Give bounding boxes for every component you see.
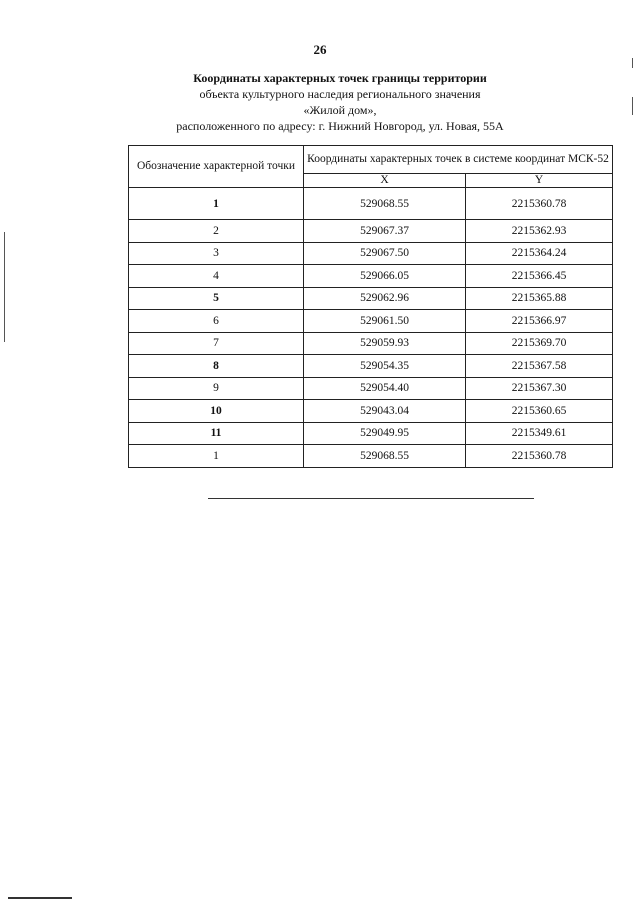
cell-x: 529067.50 — [304, 242, 466, 265]
cell-x: 529043.04 — [304, 400, 466, 423]
table-body — [129, 188, 613, 468]
cell-x: 529059.93 — [304, 332, 466, 355]
table-row — [129, 310, 613, 333]
cell-point: 6 — [129, 310, 304, 333]
cell-x: 529068.55 — [304, 445, 466, 468]
table-row — [129, 332, 613, 355]
cell-y: 2215349.61 — [466, 422, 613, 445]
title-line-2: объекта культурного наследия регионального значения — [199, 87, 481, 101]
end-divider-line — [208, 498, 534, 499]
cell-y: 2215365.88 — [466, 287, 613, 310]
coordinates-table — [128, 145, 613, 468]
cell-point: 1 — [129, 188, 304, 220]
cell-point: 1 — [129, 445, 304, 468]
page-number: 26 — [313, 42, 327, 57]
margin-scan-mark — [4, 232, 5, 342]
cell-y: 2215367.30 — [466, 377, 613, 400]
header-y: Y — [466, 174, 613, 188]
cell-point: 7 — [129, 332, 304, 355]
table-row — [129, 242, 613, 265]
cell-point: 5 — [129, 287, 304, 310]
cell-point: 10 — [129, 400, 304, 423]
cell-x: 529054.35 — [304, 355, 466, 378]
cell-point: 11 — [129, 422, 304, 445]
title-line-1: Координаты характерных точек границы территории — [193, 71, 487, 85]
cell-x: 529061.50 — [304, 310, 466, 333]
header-x: X — [304, 174, 466, 188]
table-row — [129, 422, 613, 445]
cell-point: 3 — [129, 242, 304, 265]
header-point-designation: Обозначение характерной точки — [129, 146, 304, 188]
margin-scan-mark — [632, 97, 633, 115]
cell-x: 529066.05 — [304, 265, 466, 288]
cell-y: 2215364.24 — [466, 242, 613, 265]
cell-x: 529049.95 — [304, 422, 466, 445]
table-row — [129, 377, 613, 400]
header-coordinates: Координаты характерных точек в системе координат МСК-52 — [304, 146, 613, 174]
table-row — [129, 265, 613, 288]
cell-y: 2215367.58 — [466, 355, 613, 378]
footer-line — [8, 897, 72, 899]
cell-point: 9 — [129, 377, 304, 400]
title-line-4: расположенного по адресу: г. Нижний Новгород, ул. Новая, 55А — [176, 119, 504, 133]
cell-y: 2215369.70 — [466, 332, 613, 355]
cell-x: 529067.37 — [304, 220, 466, 243]
cell-y: 2215366.97 — [466, 310, 613, 333]
table-row — [129, 220, 613, 243]
table-row — [129, 445, 613, 468]
cell-y: 2215360.78 — [466, 188, 613, 220]
cell-y: 2215360.65 — [466, 400, 613, 423]
table-row — [129, 188, 613, 220]
table-row — [129, 287, 613, 310]
document-title — [120, 70, 560, 134]
cell-y: 2215362.93 — [466, 220, 613, 243]
cell-point: 4 — [129, 265, 304, 288]
cell-y: 2215366.45 — [466, 265, 613, 288]
table-row — [129, 355, 613, 378]
margin-scan-mark — [632, 58, 633, 68]
cell-point: 2 — [129, 220, 304, 243]
cell-x: 529062.96 — [304, 287, 466, 310]
table-row — [129, 400, 613, 423]
cell-y: 2215360.78 — [466, 445, 613, 468]
cell-x: 529068.55 — [304, 188, 466, 220]
title-line-3: «Жилой дом», — [303, 103, 377, 117]
cell-x: 529054.40 — [304, 377, 466, 400]
cell-point: 8 — [129, 355, 304, 378]
